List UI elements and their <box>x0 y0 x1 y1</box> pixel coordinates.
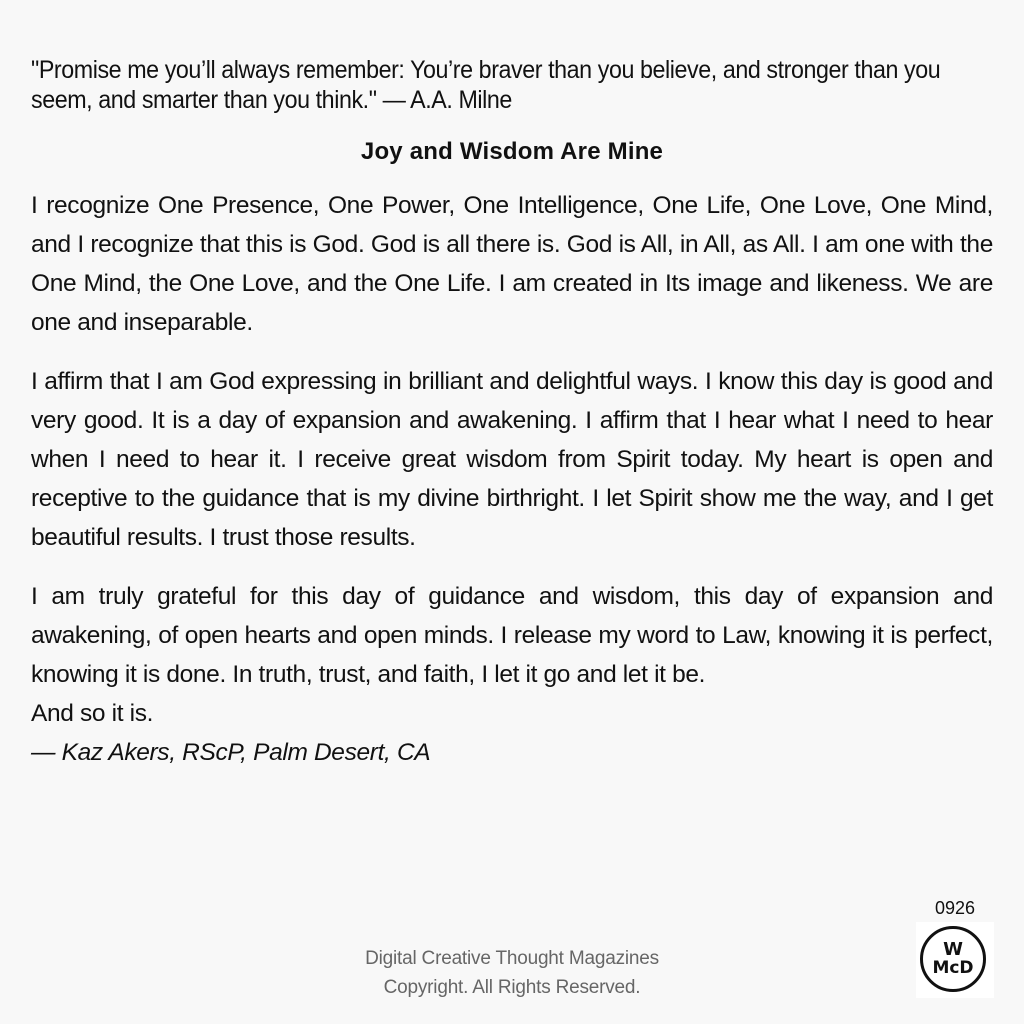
author-signature: — Kaz Akers, RScP, Palm Desert, CA <box>31 739 431 766</box>
logo-circle <box>920 926 986 992</box>
paragraph-gratitude: I am truly grateful for this day of guidance and wisdom, this day of expansion and awakening, of open hearts and open minds. I release my word to Law, knowing it is perfect, knowing it is done. In truth, trust, and faith, I let it go and let it be. <box>31 583 993 688</box>
page-code: 0926 <box>934 898 976 918</box>
wmcd-logo <box>916 922 994 998</box>
logo-top-text: W <box>943 939 963 960</box>
paragraph-affirmation: I affirm that I am God expressing in brilliant and delightful ways. I know this day is good and very good. It is a day of expansion and awakening. I affirm that I hear what I need to hear when I need to hear it. I receive great wisdom from Spirit today. My heart is open and receptive to the guidance that is my divine birthright. I let Spirit show me the way, and I get beautiful results. I trust those results. <box>31 368 993 551</box>
footer <box>0 944 1024 1002</box>
affirmation-article <box>31 55 993 772</box>
paragraph-recognition: I recognize One Presence, One Power, One Intelligence, One Life, One Love, One Mind, and I recognize that this is God. God is all there is. God is All, in All, as All. I am one with the One Mind, the One Love, and the One Life. I am created in Its image and likeness. We are one and inseparable. <box>31 192 993 336</box>
article-title: Joy and Wisdom Are Mine <box>360 138 664 165</box>
logo-bottom-text: McD <box>932 958 974 978</box>
closing-line: And so it is. <box>31 700 154 727</box>
opening-quote: "Promise me you’ll always remember: You’re braver than you believe, and stronger than you seem, and smarter than you think." — A.A. Milne <box>31 56 941 114</box>
copyright-notice: Copyright. All Rights Reserved. <box>383 977 641 998</box>
publisher-name: Digital Creative Thought Magazines <box>365 948 659 969</box>
